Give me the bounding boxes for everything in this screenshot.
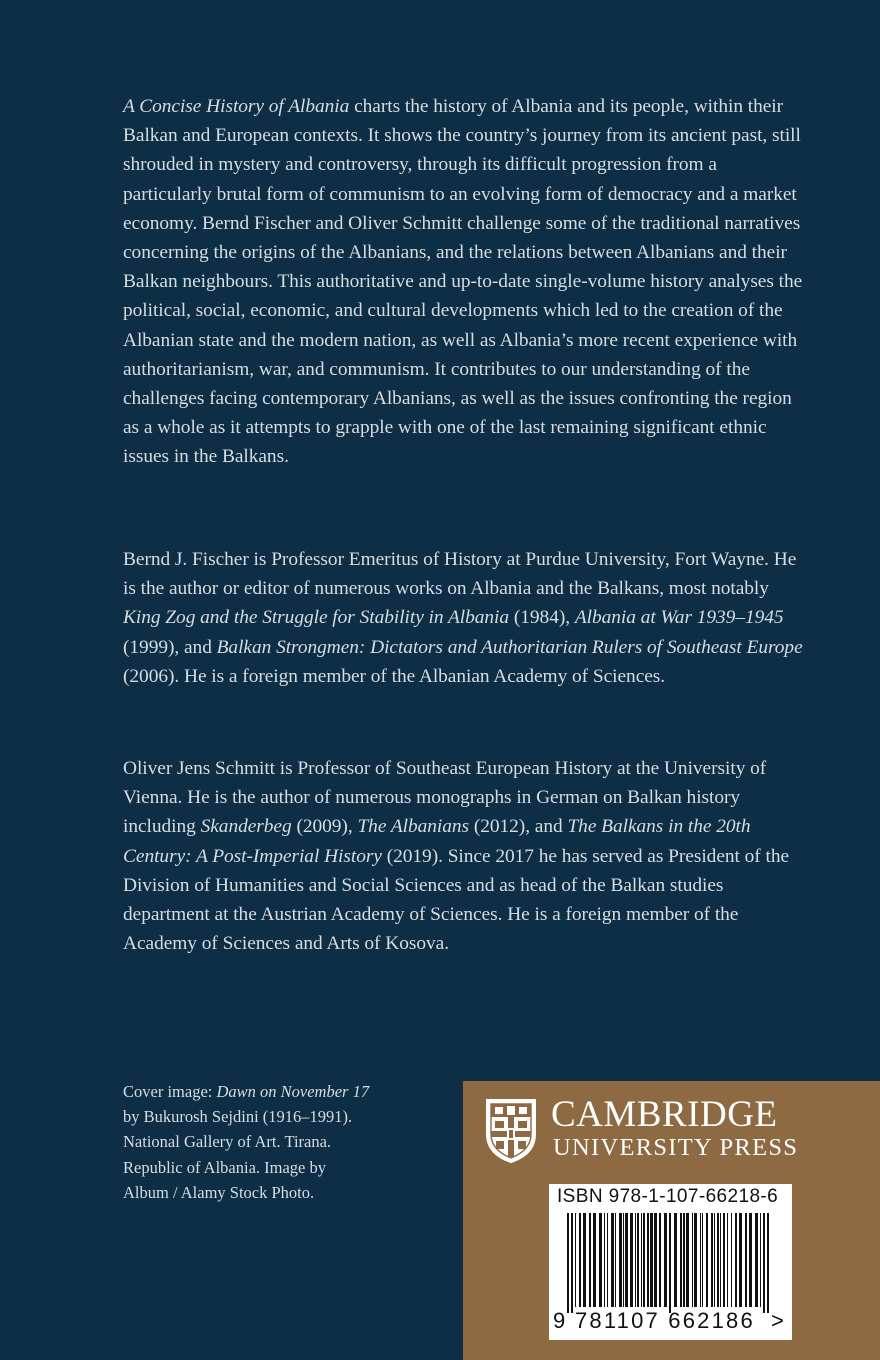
barcode-bar — [683, 1213, 685, 1307]
barcode-bar — [680, 1213, 682, 1307]
barcode-bar — [711, 1213, 713, 1307]
barcode-bar — [567, 1213, 569, 1313]
bio-text: (1984), — [509, 607, 575, 629]
bio-text: Bernd J. Fischer is Professor Emeritus of History at Purdue University, Fort Wayne. He is the author or editor of numerous works on Albania and the Balkans, most notably — [123, 549, 797, 600]
barcode-bar — [647, 1213, 649, 1307]
barcode-bar — [650, 1213, 653, 1307]
book-description — [123, 92, 803, 472]
barcode-arrow: > — [771, 1308, 787, 1333]
publisher-subtitle: UNIVERSITY PRESS — [553, 1134, 799, 1161]
barcode-bar — [583, 1213, 586, 1307]
credit-line: Album / Alamy Stock Photo. — [123, 1182, 315, 1202]
barcode-bar — [635, 1213, 636, 1307]
cambridge-crest-icon — [485, 1098, 537, 1164]
barcode-bar — [615, 1213, 616, 1307]
barcode-bar — [755, 1213, 758, 1307]
bio-text: (2009), — [291, 816, 358, 838]
barcode-bars — [567, 1213, 773, 1313]
barcode-bar — [674, 1213, 677, 1307]
bio-text: (2019). Since 2017 he has served as President of the Division of Humanities and Social Sciences and as head of the Balkan studies department at the Austrian Academy of Sciences. He is a foreign member of the Academy of Sciences and Arts of Kosova. — [123, 845, 790, 955]
barcode-bar — [702, 1213, 703, 1307]
barcode-bar — [714, 1213, 715, 1307]
barcode-bar — [700, 1213, 701, 1307]
barcode-bar — [579, 1213, 581, 1307]
barcode-bar — [694, 1213, 697, 1307]
barcode-bar — [607, 1213, 608, 1307]
book-title: The Albanians — [357, 816, 470, 838]
barcode-bar — [623, 1213, 624, 1307]
barcode-bar — [717, 1213, 719, 1307]
barcode-bar — [692, 1213, 693, 1307]
barcode-bar — [593, 1213, 596, 1307]
book-title: Balkan Strongmen: Dictators and Authoritarian Rulers of Southeast Europe — [216, 636, 803, 658]
barcode-bar — [669, 1213, 671, 1313]
barcode-bar — [611, 1213, 614, 1307]
credit-label: Cover image: — [123, 1082, 217, 1101]
bio-text: (2006). He is a foreign member of the Albanian Academy of Sciences. — [123, 665, 666, 687]
barcode-bar — [706, 1213, 708, 1307]
barcode-bar — [589, 1213, 591, 1307]
barcode-bar — [575, 1213, 576, 1307]
bio-text: Oliver Jens Schmitt is Professor of Southeast European History at the University of Vienna. He is the author of numerous monographs in German on Balkan history including — [123, 758, 767, 838]
barcode-bar — [760, 1213, 761, 1307]
barcode-bar — [637, 1213, 639, 1307]
publisher-name: CAMBRIDGE — [551, 1094, 778, 1135]
barcode-bar — [599, 1213, 602, 1307]
barcode-bar — [727, 1213, 728, 1307]
author-bio-fischer — [123, 545, 803, 691]
barcode-bar — [763, 1213, 765, 1313]
credit-line: National Gallery of Art. Tirana. — [123, 1132, 332, 1152]
bio-text: (2012), and — [469, 816, 568, 838]
barcode-bar — [735, 1213, 737, 1307]
book-title: A Concise History of Albania — [123, 96, 350, 117]
artwork-title: Dawn on November 17 — [216, 1082, 370, 1101]
barcode-lead-digit: 9 — [553, 1308, 568, 1333]
barcode-bar — [731, 1213, 732, 1307]
barcode-bar — [625, 1213, 628, 1307]
barcode-bar — [659, 1213, 661, 1307]
barcode-number: 781107 662186 — [575, 1308, 755, 1333]
barcode-bar — [723, 1213, 725, 1307]
barcode-bar — [571, 1213, 573, 1313]
bio-text: (1999), and — [123, 636, 217, 658]
isbn-barcode — [549, 1184, 792, 1340]
book-title: Albania at War 1939–1945 — [574, 607, 784, 629]
barcode-bar — [643, 1213, 645, 1307]
barcode-bar — [619, 1213, 622, 1307]
publisher-panel — [463, 1081, 880, 1360]
book-title: The Balkans in the 20th Century: A Post-Imperial History — [123, 816, 751, 867]
barcode-bar — [641, 1213, 642, 1307]
barcode-bar — [630, 1213, 633, 1307]
cover-image-credit — [123, 1079, 453, 1205]
barcode-bar — [745, 1213, 747, 1307]
barcode-bar — [654, 1213, 657, 1307]
isbn-label: ISBN 978-1-107-66218-6 — [557, 1186, 779, 1207]
author-bio-schmitt — [123, 754, 803, 958]
credit-line: by Bukurosh Sejdini (1916–1991). — [123, 1107, 353, 1127]
barcode-bar — [720, 1213, 721, 1307]
barcode-bar — [604, 1213, 605, 1307]
book-title: Skanderbeg — [200, 816, 292, 838]
barcode-bar — [686, 1213, 689, 1307]
barcode-bar — [749, 1213, 752, 1307]
description-text: charts the history of Albania and its people, within their Balkan and European contexts. It shows the country’s journey from its ancient past, still shrouded in mystery and controversy, through its difficult progression from a particularly brutal form of communism to an evolving form of democracy and a market economy. Bernd Fischer and Oliver Schmitt challenge some of the traditional narratives concerning the origins of the Albanians, and the relations between Albanians and their Balkan neighbours. This authoritative and up-to-date single-volume history analyses the political, social, economic, and cultural developments which led to the creation of the Albanian state and the modern nation, as well as Albania’s more recent experience with authoritarianism, war, and communism. It contributes to our understanding of the challenges facing contemporary Albanians, as well as the issues confronting the region as a whole as it attempts to grapple with one of the last remaining significant ethnic issues in the Balkans. — [123, 96, 803, 468]
barcode-bar — [664, 1213, 667, 1307]
book-title: King Zog and the Struggle for Stability in Albania — [123, 607, 510, 629]
barcode-bar — [767, 1213, 769, 1313]
barcode-bar — [739, 1213, 742, 1307]
credit-line: Republic of Albania. Image by — [123, 1157, 326, 1177]
